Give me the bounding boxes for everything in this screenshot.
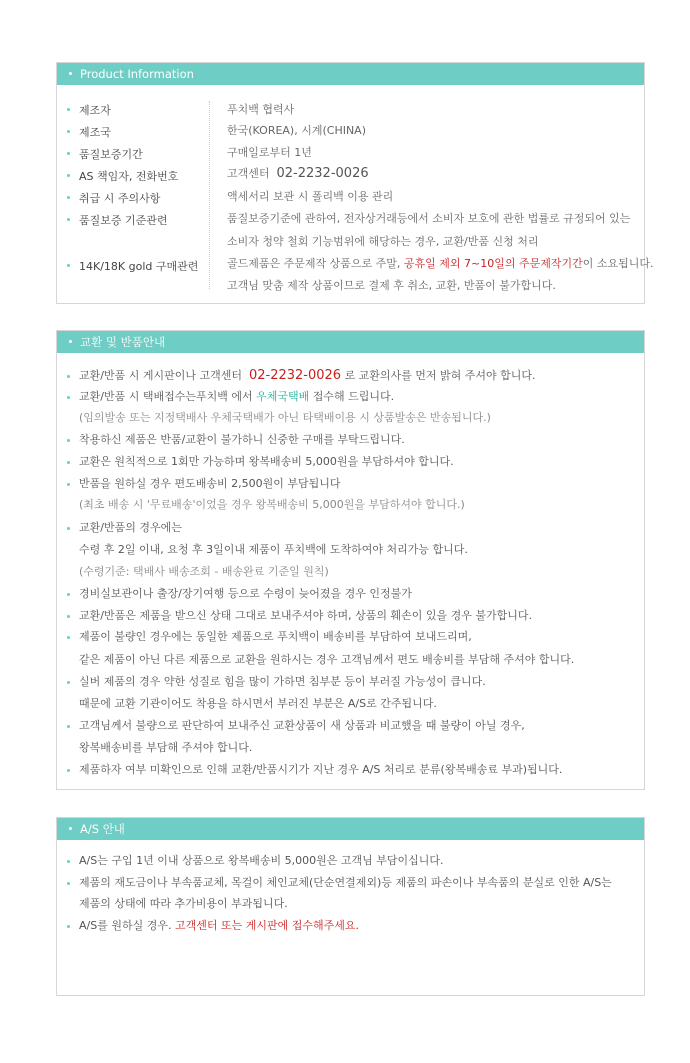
- info-value: 고객님 맞춤 제작 상품이므로 결제 후 취소, 교환, 반품이 불가합니다.: [227, 279, 556, 292]
- info-label: 취급 시 주의사항: [79, 192, 161, 205]
- bullet-icon: [67, 152, 70, 155]
- bullet-icon: [67, 375, 70, 378]
- list-subitem: 같은 제품이 아닌 다른 제품으로 교환을 원하시는 경우 고객님께서 편도 배송비를 부담해 주셔야 합니다.: [79, 653, 575, 666]
- info-value: 구매일로부터 1년: [227, 146, 312, 159]
- bullet-icon: [67, 527, 70, 530]
- info-label: 제조국: [79, 126, 111, 139]
- bullet-icon: [67, 882, 70, 885]
- list-subitem: (수령기준: 택배사 배송조회 - 배송완료 기준일 원칙): [79, 565, 329, 578]
- bullet-icon: [67, 593, 70, 596]
- info-row: [57, 99, 644, 121]
- bullet-icon: [67, 681, 70, 684]
- info-label: 제조자: [79, 104, 111, 117]
- bullet-icon: [67, 769, 70, 772]
- item-text: 제품의 재도금이나 부속품교체, 목걸이 체인교체(단순연결제외)등 제품의 파손이나 부속품의 분실로 인한 A/S는: [79, 876, 612, 889]
- phone-number: 02-2232-0026: [276, 166, 369, 181]
- gold-note-highlight: 공휴일 제외 7~10일의 주문제작기간: [403, 257, 583, 270]
- bullet-icon: [67, 483, 70, 486]
- info-label: 품질보증기간: [79, 148, 143, 161]
- list-item: [79, 369, 536, 383]
- as-section: [56, 817, 645, 996]
- item-text: 접수해 드립니다.: [312, 390, 395, 403]
- item-text: 반품을 원하실 경우 편도배송비 2,500원이 부담됩니다: [79, 477, 341, 490]
- list-item: [79, 455, 454, 469]
- item-text: 로 교환의사를 먼저 밝혀 주셔야 합니다.: [344, 369, 536, 382]
- info-label: 품질보증 기준관련: [79, 214, 168, 227]
- list-item: [79, 719, 525, 733]
- info-value: 품질보증기준에 관하여, 전자상거래등에서 소비자 보호에 관한 법률로 규정되어 있는: [227, 212, 631, 225]
- info-value: [227, 257, 653, 271]
- as-header: [57, 818, 644, 840]
- list-item: [79, 433, 405, 447]
- list-item: [79, 763, 562, 777]
- gold-note-a: 골드제품은 주문제작 상품으로 주말,: [227, 257, 404, 270]
- product-info-section: [56, 62, 654, 304]
- list-item: [79, 919, 359, 933]
- bullet-icon: [67, 108, 70, 111]
- list-item: [79, 630, 472, 644]
- bullet-icon: [67, 130, 70, 133]
- item-text: 교환/반품 시 택배접수는푸치백 에서: [79, 390, 253, 403]
- product-info-header: [57, 63, 644, 85]
- item-text: 실버 제품의 경우 약한 성질로 힘을 많이 가하면 침부분 등이 부러질 가능성이 큽니다.: [79, 675, 486, 688]
- info-row: [57, 143, 644, 165]
- list-item: [79, 609, 532, 623]
- info-label: AS 책임자, 전화번호: [79, 170, 179, 183]
- item-text: 경비실보관이나 출장/장기여행 등으로 수령이 늦어졌을 경우 인정불가: [79, 587, 412, 600]
- bullet-icon: [67, 636, 70, 639]
- gold-note-b: 이 소요됩니다.: [582, 257, 654, 270]
- exchange-section: [56, 330, 645, 790]
- item-text: 교환/반품은 제품을 받으신 상태 그대로 보내주셔야 하며, 상품의 훼손이 있을 경우 불가합니다.: [79, 609, 532, 622]
- bullet-icon: [67, 218, 70, 221]
- list-item: [79, 477, 341, 491]
- bullet-icon: [67, 439, 70, 442]
- list-item: [79, 390, 394, 404]
- product-info-title: Product Information: [80, 67, 194, 81]
- item-text: 교환/반품의 경우에는: [79, 521, 182, 534]
- bullet-icon: [67, 461, 70, 464]
- item-text: 교환은 원칙적으로 1회만 가능하며 왕복배송비 5,000원을 부담하셔야 합니다.: [79, 455, 454, 468]
- courier-name: 우체국택배: [256, 390, 310, 403]
- item-text: 제품이 불량인 경우에는 동일한 제품으로 푸치백이 배송비를 부담하여 보내드리며,: [79, 630, 472, 643]
- list-subitem-highlight: 수령 후 2일 이내, 요청 후 3일이내 제품이 푸치백에 도착하여야 처리가능 합니다.: [79, 543, 468, 556]
- bullet-icon: [67, 925, 70, 928]
- info-value: 푸치백 협력사: [227, 103, 295, 116]
- bullet-icon: [67, 174, 70, 177]
- phone-number: 02-2232-0026: [248, 368, 342, 383]
- bullet-icon: [67, 396, 70, 399]
- list-subitem: 때문에 교환 기관이어도 착용을 하시면서 부러진 부분은 A/S로 간주됩니다.: [79, 697, 437, 710]
- list-item: [79, 521, 182, 535]
- exchange-header: [57, 331, 644, 353]
- item-text: 고객님께서 불량으로 판단하여 보내주신 교환상품이 새 상품과 비교했을 때 불량이 아닐 경우,: [79, 719, 525, 732]
- bullet-icon: [67, 264, 70, 267]
- item-text: 제품하자 여부 미확인으로 인해 교환/반품시기가 지난 경우 A/S 처리로 분류(왕복배송료 부과)됩니다.: [79, 763, 563, 776]
- info-value: 소비자 청약 철회 기능범위에 해당하는 경우, 교환/반품 신청 처리: [227, 235, 539, 248]
- bullet-icon: [69, 72, 72, 75]
- list-subitem: (임의발송 또는 지정택배사 우체국택배가 아닌 타택배이용 시 상품발송은 반송됩니다.): [79, 411, 491, 424]
- bullet-icon: [69, 340, 72, 343]
- bullet-icon: [67, 725, 70, 728]
- as-title: A/S 안내: [80, 822, 125, 836]
- item-text-highlight: 고객센터 또는 게시판에 접수해주세요.: [174, 919, 359, 932]
- exchange-title: 교환 및 반품안내: [80, 335, 166, 349]
- bullet-icon: [69, 827, 72, 830]
- info-value: 한국(KOREA), 시계(CHINA): [227, 124, 367, 137]
- info-label: 14K/18K gold 구매관련: [79, 260, 199, 273]
- list-subitem: (최초 배송 시 '무료배송'이었을 경우 왕복배송비 5,000원을 부담하셔야 합니다.): [79, 498, 465, 511]
- cs-center-label: 고객센터: [227, 167, 270, 180]
- item-text: 착용하신 제품은 반품/교환이 불가하니 신중한 구매를 부탁드립니다.: [79, 433, 405, 446]
- item-text: A/S는 구입 1년 이내 상품으로 왕복배송비 5,000원은 고객님 부담이십니다.: [79, 854, 444, 867]
- list-item: [79, 675, 486, 689]
- bullet-icon: [67, 196, 70, 199]
- bullet-icon: [67, 615, 70, 618]
- list-item: [79, 587, 412, 601]
- item-text: 교환/반품 시 게시판이나 고객센터: [79, 369, 242, 382]
- list-item: [79, 854, 443, 868]
- info-value: 액세서리 보관 시 폴리백 이용 관리: [227, 190, 394, 203]
- bullet-icon: [67, 860, 70, 863]
- item-text: A/S를 원하실 경우.: [79, 919, 172, 932]
- list-subitem: 제품의 상태에 따라 추가비용이 부과됩니다.: [79, 897, 288, 910]
- list-subitem: 왕복배송비를 부담해 주셔야 합니다.: [79, 741, 253, 754]
- list-item: [79, 876, 612, 890]
- info-value: [227, 167, 369, 181]
